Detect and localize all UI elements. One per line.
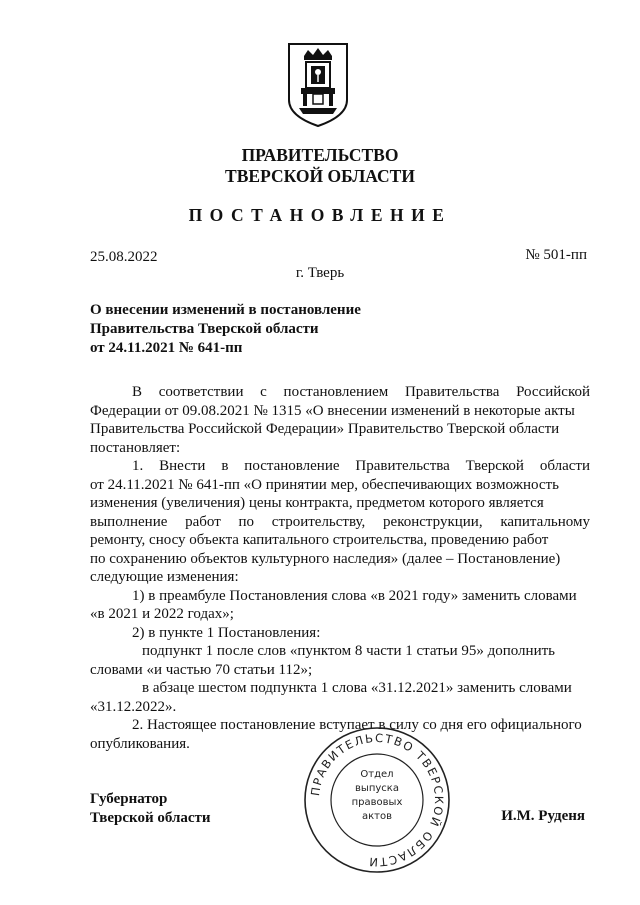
document-city: г. Тверь [295, 265, 345, 281]
body-line: В соответствии с постановлением Правительства Российской [132, 384, 590, 400]
document-date: 25.08.2022 [90, 249, 158, 265]
body-line: 1. Внести в постановление Правительства Тверской области [132, 458, 590, 474]
body-line: в абзаце шестом подпункта 1 слова «31.12.2021» заменить словами [142, 680, 572, 696]
body-line: изменения (увеличения) цены контракта, предметом которого является [90, 495, 544, 511]
body-line: 2) в пункте 1 Постановления: [132, 624, 321, 641]
org-name-line1: ПРАВИТЕЛЬСТВО [241, 145, 399, 165]
body-line: «31.12.2022». [90, 698, 177, 715]
subject-line: от 24.11.2021 № 641-пп [90, 340, 243, 356]
body-line: 1) в преамбуле Постановления слова «в 2021 году» заменить словами [132, 587, 577, 604]
body-line: следующие изменения: [90, 569, 239, 585]
body-line: опубликования. [90, 735, 190, 752]
body-line: постановляет: [90, 439, 181, 456]
signatory-title-line: Губернатор [90, 791, 168, 807]
body-line: «в 2021 и 2022 годах»; [90, 606, 234, 622]
official-stamp [302, 725, 452, 875]
org-name-line2: ТВЕРСКОЙ ОБЛАСТИ [225, 166, 415, 186]
stamp-ring-text: ПРАВИТЕЛЬСТВО ТВЕРСКОЙ ОБЛАСТИ [308, 730, 447, 870]
stamp-line: Отдел [360, 769, 394, 780]
stamp-line: правовых [351, 797, 403, 808]
document-type: ПОСТАНОВЛЕНИЕ [188, 205, 452, 225]
body-line: выполнение работ по строительству, реконструкции, капитальному [90, 513, 590, 530]
document-body [90, 383, 590, 753]
body-line: по сохранению объектов культурного наследия» (далее – Постановление) [90, 550, 561, 567]
body-line: ремонту, сносу объекта капитального строительства, проведению работ [90, 532, 549, 548]
signatory-title-line: Тверской области [90, 810, 211, 826]
document-number: № 501-пп [525, 247, 587, 263]
body-line: Правительства Российской Федерации» Правительство Тверской области [90, 421, 560, 437]
body-line: Федерации от 09.08.2021 № 1315 «О внесении изменений в некоторые акты [90, 402, 575, 419]
tver-coat-of-arms-icon [287, 42, 349, 128]
signatory-name: И.М. Руденя [501, 808, 585, 824]
subject-line: О внесении изменений в постановление [90, 302, 361, 318]
stamp-line: выпуска [355, 783, 399, 794]
body-line: словами «и частью 70 статьи 112»; [90, 661, 313, 678]
body-line: подпункт 1 после слов «пунктом 8 части 1 статьи 95» дополнить [142, 643, 555, 659]
signatory-title [90, 790, 211, 828]
body-line: от 24.11.2021 № 641-пп «О принятии мер, обеспечивающих возможность [90, 476, 559, 493]
subject-line: Правительства Тверской области [90, 321, 319, 337]
body-line: 2. Настоящее постановление вступает в силу со дня его официального [132, 717, 582, 733]
document-subject [90, 301, 361, 358]
stamp-line: актов [361, 811, 393, 822]
